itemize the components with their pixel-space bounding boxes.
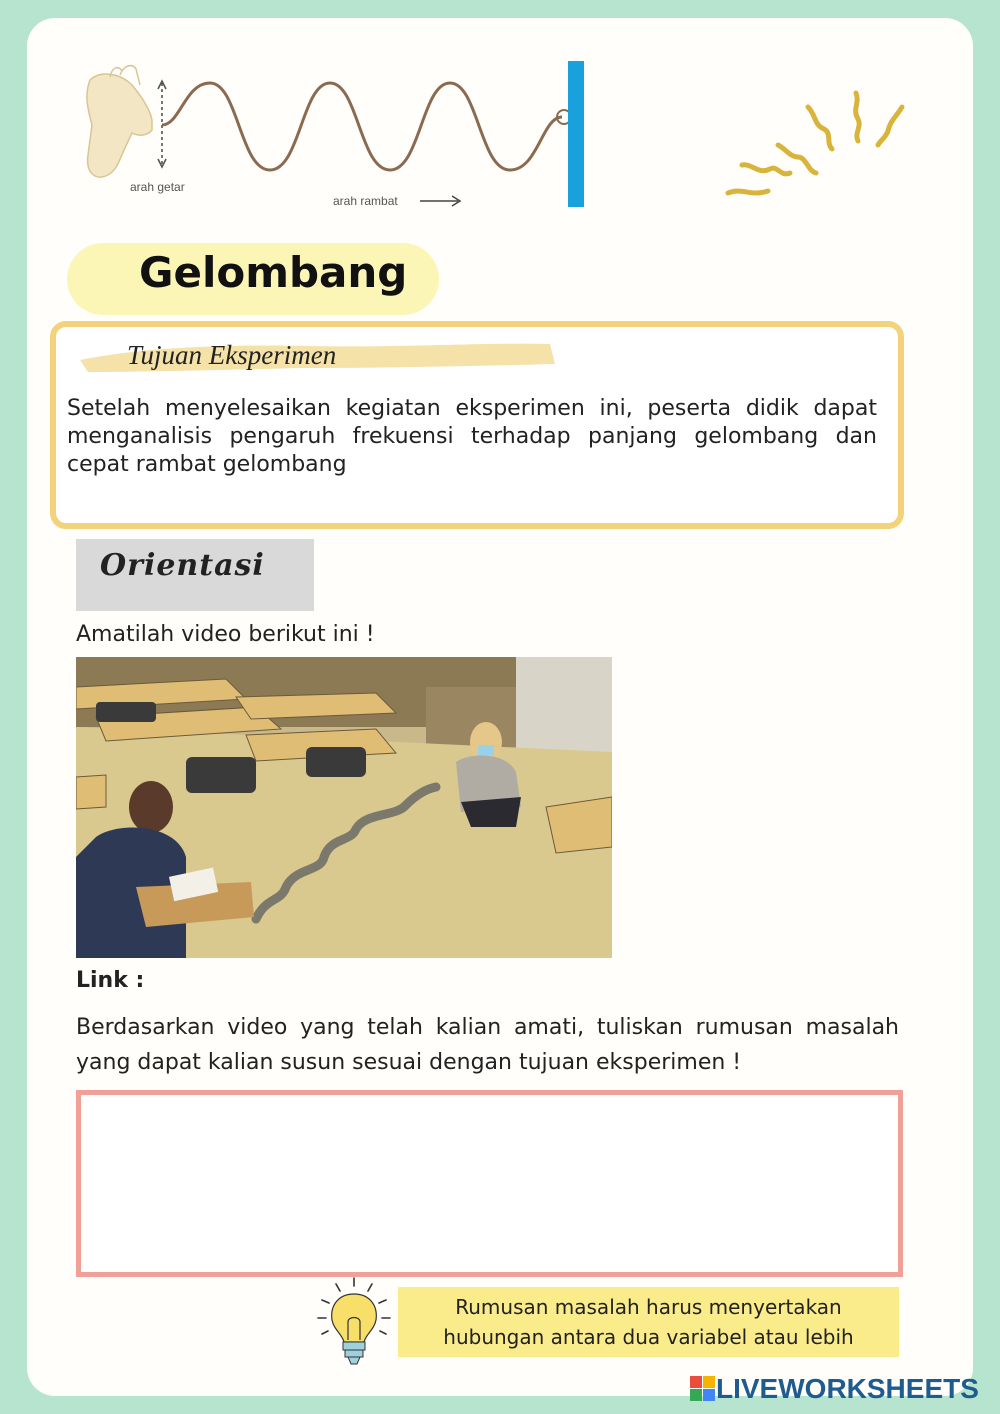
video-instruction: Amatilah video berikut ini ! <box>76 622 375 647</box>
objective-text: Setelah menyelesaikan kegiatan eksperimen ini, peserta didik dapat menganalisis pengaruh frekuensi terhadap panjang gelombang dan cepat rambat gelombang <box>67 396 877 477</box>
liveworksheets-logo[interactable] <box>690 1373 979 1405</box>
answer-textbox[interactable] <box>76 1090 903 1277</box>
objective-heading: Tujuan Eksperimen <box>127 340 337 370</box>
hint-line-2: hubungan antara dua variabel atau lebih <box>443 1325 854 1349</box>
page-title: Gelombang <box>139 248 408 297</box>
wave-rope <box>162 83 562 170</box>
question-prompt: Berdasarkan video yang telah kalian amati, tuliskan rumusan masalah yang dapat kalian susun sesuai dengan tujuan eksperimen ! <box>76 1015 899 1075</box>
sparkle-decoration <box>720 85 920 215</box>
video-thumbnail[interactable] <box>76 657 612 958</box>
wall-post <box>568 61 584 207</box>
hand-icon <box>87 66 152 177</box>
propagation-label: arah rambat <box>333 194 398 208</box>
orientation-heading: Orientasi <box>100 548 265 583</box>
logo-text: LIVEWORKSHEETS <box>716 1373 979 1404</box>
lightbulb-icon <box>314 1276 394 1368</box>
logo-grid-icon <box>690 1376 716 1402</box>
vibration-label: arah getar <box>130 180 185 194</box>
hint-note <box>398 1287 899 1357</box>
link-label: Link : <box>76 968 145 993</box>
hint-line-1: Rumusan masalah harus menyertakan <box>455 1295 842 1319</box>
